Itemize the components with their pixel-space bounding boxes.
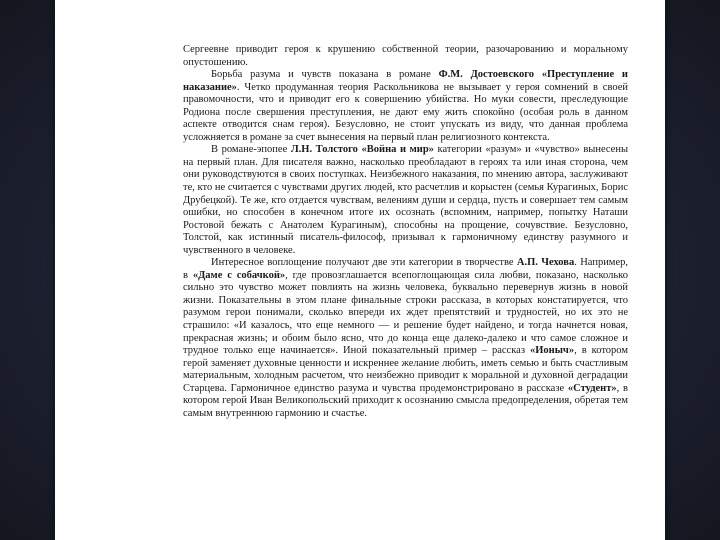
- text-run: В романе-эпопее: [211, 144, 291, 156]
- bold-text-run: «Студент»: [567, 382, 617, 394]
- bold-text-run: «Даме с собачкой»: [192, 269, 286, 281]
- paragraph: [183, 44, 628, 69]
- paragraph: [183, 69, 628, 144]
- text-run: , где провозглашается всепоглощающая сила любви, показано, насколько сильно это чувство может повлиять на жизнь человека, буквально перевернув жизнь в новой жизни. Показательны в этом плане финальные строки рассказа, в которых констатируется, что разумом герои понимали, сколько впереди их ждет препятствий и трудностей, но их это не страшило: «И казалось, что еще немного — и решение будет найдено, и тогда начнется новая, прекрасная жизнь; и обоим было ясно, что до конца еще далеко-далеко и что самое сложное и трудное только еще начинается». Иной показательный пример – рассказ: [183, 269, 628, 357]
- document-page: [55, 0, 665, 540]
- text-run: , в котором герой заменяет духовные ценности и искреннее желание любить, иметь семью и быть счастливым материальным, холодным расчетом, что неизбежно приводит к моральной и духовной деградации Старцева. Гармоничное единство разума и чувства продемонстрировано в рассказе: [183, 345, 628, 394]
- document-text: [183, 44, 628, 420]
- text-run: Интересное воплощение получают две эти категории в творчестве: [211, 257, 517, 269]
- bold-text-run: Ф.М. Достоевского «Преступление и наказание»: [183, 69, 628, 93]
- text-run: , в котором герой Иван Великопольский приходит к осознанию смысла предопределения, обретая тем самым внутреннюю гармонию и счастье.: [183, 382, 628, 419]
- bold-text-run: Л.Н. Толстого «Война и мир»: [290, 144, 434, 156]
- text-run: . Четко продуманная теория Раскольникова не вызывает у героя сомнений в своей правомочности, что и приводит его к совершению убийства. Но муки совести, преследующие Родиона после свершения преступления, не дают ему жить спокойно (особая роль в данном аспекте отводится снам героя). Безусловно, не стоит упускать из виду, что данная проблема усложняется в романе за счет вынесения на первый план религиозного контекста.: [183, 81, 628, 143]
- text-run: . Например, в: [183, 257, 628, 281]
- text-run: Сергеевне приводит героя к крушению собственной теории, разочарованию и моральному опустошению.: [183, 44, 628, 68]
- text-run: Борьба разума и чувств показана в романе: [211, 69, 439, 81]
- bold-text-run: А.П. Чехова: [516, 257, 575, 269]
- bold-text-run: «Ионыч»: [529, 345, 575, 357]
- paragraph: [183, 144, 628, 257]
- text-run: категории «разум» и «чувство» вынесены на первый план. Для писателя важно, насколько преобладают в героях та или иная сторона, чем они руководствуются в своих поступках. Неизбежного наказания, по мнению автора, заслуживают те, кто не считается с чувствами других людей, кто расчетлив и корыстен (семья Курагиных, Борис Друбецкой). Те же, кто отдается чувствам, велениям души и сердца, пусть и совершает тем самым ошибки, но способен в конечном итоге их осознать (вспомним, например, попытку Наташи Ростовой бежать с Анатолем Курагиным), способны на прощение, сочувствие. Безусловно, Толстой, как истинный писатель-философ, призывал к гармоничному единству разумного и чувственного в человеке.: [183, 144, 628, 256]
- paragraph: [183, 257, 628, 420]
